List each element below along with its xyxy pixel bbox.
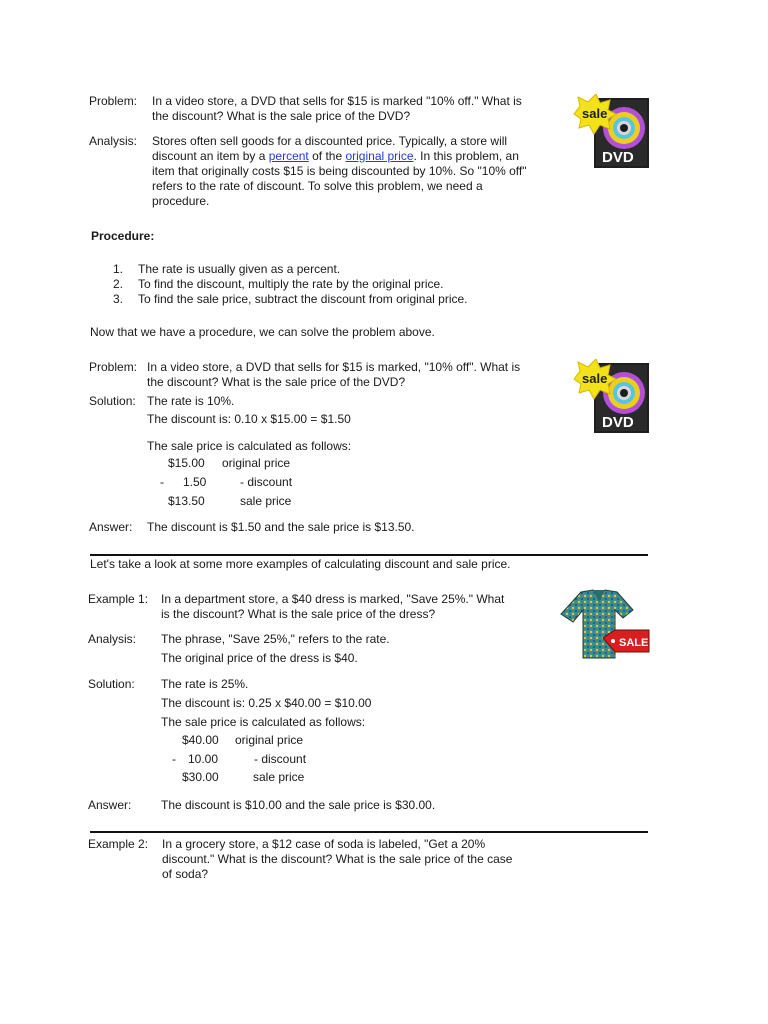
example1-row3-amount: $30.00 [182,770,219,784]
answer-text: The discount is $1.50 and the sale price is $13.50. [147,520,415,534]
dress-sale-image [553,588,651,668]
sale-burst-text-2: sale [582,371,608,386]
analysis-line2-b: of the [308,149,346,163]
dvd-text: DVD [602,149,634,166]
step-text: To find the discount, multiply the rate by the original price. [138,277,444,291]
analysis-line1: Stores often sell goods for a discounted price. Typically, a store will [152,134,508,148]
analysis-line4: refers to the rate of discount. To solve this problem, we need a [152,179,483,193]
calc-row1-desc: original price [222,456,291,470]
example1-row1-desc: original price [235,733,304,747]
example2-line2: discount." What is the discount? What is the sale price of the case [162,852,513,866]
procedure-intro: Now that we have a procedure, we can solve the problem above. [90,325,435,339]
example1-solution-label: Solution: [88,677,135,691]
example1-answer-label: Answer: [88,798,132,812]
calc-row3-amount: $13.50 [168,494,205,508]
sale-tag-text: SALE [619,637,649,649]
example1-rate: The rate is 25%. [161,677,249,691]
step-text: To find the sale price, subtract the discount from original price. [138,292,468,306]
analysis-label: Analysis: [89,134,138,148]
example1-label: Example 1: [88,592,149,606]
example1-row1-amount: $40.00 [182,733,219,747]
calc-row3-desc: sale price [240,494,292,508]
example1-answer-text: The discount is $10.00 and the sale price is $30.00. [161,798,436,812]
example1-row2-amount: 10.00 [188,752,219,766]
dvd-text-2: DVD [602,414,634,431]
example2-label: Example 2: [88,837,149,851]
procedure-list [113,262,468,307]
section-divider-2 [90,831,648,833]
step-number: 3. [113,292,124,306]
sale-burst-text: sale [582,106,608,121]
procedure-step [113,262,468,277]
problem-label: Problem: [89,94,138,108]
answer-label: Answer: [89,520,133,534]
problem2-label: Problem: [89,360,138,374]
example1-row2-sign: - [172,752,176,766]
calc-row1-amount: $15.00 [168,456,205,470]
problem-text-line2: the discount? What is the sale price of the DVD? [152,109,411,123]
problem-text-line1: In a video store, a DVD that sells for $15 is marked "10% off." What is [152,94,522,108]
example1-analysis-label: Analysis: [88,632,137,646]
solution-calc-intro: The sale price is calculated as follows: [147,439,352,453]
analysis-line3: item that originally costs $15 is being discounted by 10%. So "10% off" [152,164,527,178]
procedure-step [113,277,468,292]
example1-discount: The discount is: 0.25 x $40.00 = $10.00 [161,696,372,710]
example1-row2-desc: - discount [254,752,307,766]
analysis-line5: procedure. [152,194,210,208]
procedure-title: Procedure: [91,229,155,243]
section-divider [90,554,648,556]
example1-calc-intro: The sale price is calculated as follows: [161,715,366,729]
solution-rate: The rate is 10%. [147,394,235,408]
solution-label: Solution: [89,394,136,408]
example1-row3-desc: sale price [253,770,305,784]
step-number: 2. [113,277,124,291]
step-text: The rate is usually given as a percent. [138,262,341,276]
problem2-line1: In a video store, a DVD that sells for $15 is marked, "10% off". What is [147,360,521,374]
analysis-line2-c: . In this problem, an [413,149,519,163]
example1-analysis-line1: The phrase, "Save 25%," refers to the rate. [161,632,390,646]
step-number: 1. [113,262,124,276]
calc-row2-amount: 1.50 [183,475,207,489]
dvd-sale-image [572,94,652,170]
calc-row2-sign: - [160,475,164,489]
original-price-link[interactable]: original price [345,149,414,163]
example1-line1: In a department store, a $40 dress is marked, "Save 25%." What [161,592,505,606]
problem2-line2: the discount? What is the sale price of the DVD? [147,375,406,389]
analysis-line2-a: discount an item by a [152,149,269,163]
procedure-step [113,292,468,307]
example1-line2: is the discount? What is the sale price of the dress? [161,607,436,621]
example1-analysis-line2: The original price of the dress is $40. [161,651,358,665]
dvd-sale-image-2 [572,359,652,435]
more-examples-text: Let's take a look at some more examples of calculating discount and sale price. [90,557,511,571]
percent-link[interactable]: percent [268,149,309,163]
example2-line3: of soda? [162,867,209,881]
calc-row2-desc: - discount [240,475,293,489]
example2-line1: In a grocery store, a $12 case of soda is labeled, "Get a 20% [162,837,486,851]
solution-discount: The discount is: 0.10 x $15.00 = $1.50 [147,412,351,426]
analysis-line2 [152,149,519,164]
